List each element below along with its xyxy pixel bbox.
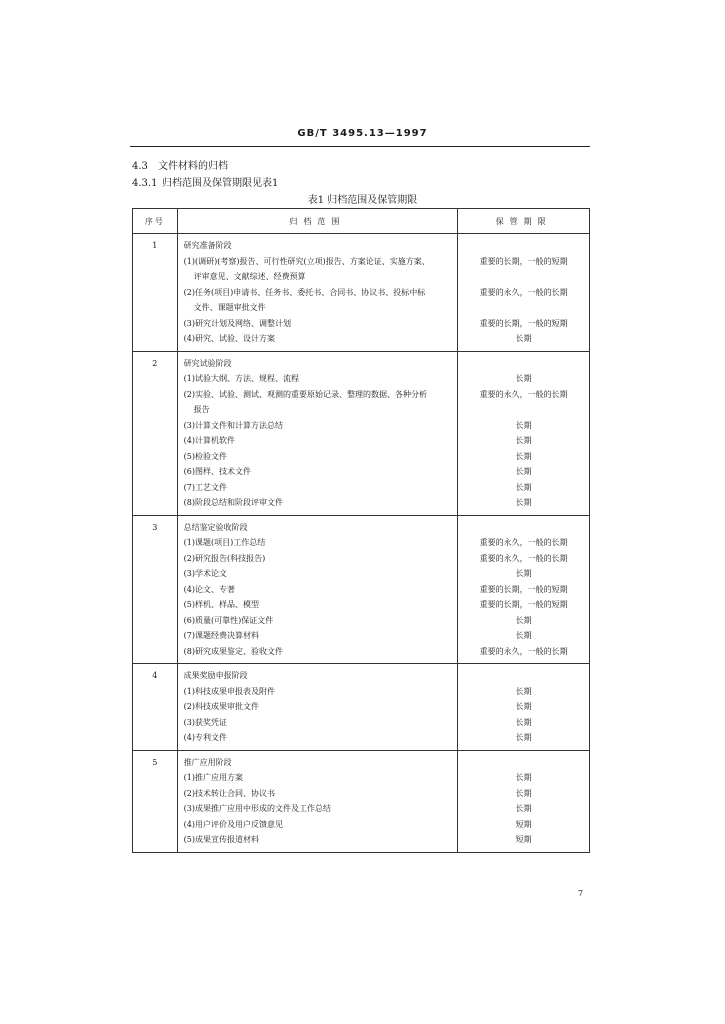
subsection-number: 4.3.1 [132, 178, 158, 189]
seq-cell [133, 730, 178, 750]
table-row [133, 730, 590, 750]
scope-cell: (7)工艺文件 [177, 480, 458, 496]
seq-cell [133, 495, 178, 515]
period-cell: 长期 [458, 628, 590, 644]
seq-cell: 5 [133, 750, 178, 770]
scope-cell: (4)计算机软件 [177, 433, 458, 449]
scope-cell: (4)论文、专著 [177, 582, 458, 598]
period-cell: 长期 [458, 449, 590, 465]
period-cell: 长期 [458, 770, 590, 786]
table-group [133, 234, 590, 352]
header-rule [130, 146, 590, 147]
seq-cell [133, 770, 178, 786]
scope-cell: (4)研究、试验、设计方案 [177, 331, 458, 351]
stage-title-cell: 推广应用阶段 [177, 750, 458, 770]
table-row [133, 351, 590, 371]
period-cell: 长期 [458, 371, 590, 387]
table-row [133, 402, 590, 418]
scope-cell: (1)推广应用方案 [177, 770, 458, 786]
seq-cell [133, 402, 178, 418]
scope-cell: (2)实验、试验、测试、观测的重要原始记录、整理的数据、各种分析 [177, 387, 458, 403]
table-row [133, 535, 590, 551]
seq-cell [133, 566, 178, 582]
table-row [133, 582, 590, 598]
header-seq: 序号 [133, 209, 178, 234]
table-group [133, 515, 590, 664]
table-row [133, 495, 590, 515]
scope-cell: (5)检验文件 [177, 449, 458, 465]
seq-cell [133, 254, 178, 270]
scope-cell: (4)用户评价及用户反馈意见 [177, 817, 458, 833]
table-row [133, 285, 590, 301]
scope-continuation: 报告 [193, 405, 210, 414]
stage-title-cell: 总结鉴定验收阶段 [177, 515, 458, 535]
scope-cell: (2)任务(项目)申请书、任务书、委托书、合同书、协议书、投标中标 [177, 285, 458, 301]
table-row [133, 664, 590, 684]
header-period: 保管期限 [458, 209, 590, 234]
seq-cell [133, 644, 178, 664]
seq-cell [133, 786, 178, 802]
stage-title-cell: 成果奖励申报阶段 [177, 664, 458, 684]
table-row [133, 699, 590, 715]
seq-cell [133, 316, 178, 332]
scope-cell: (3)研究计划及网络、调整计划 [177, 316, 458, 332]
table-row [133, 832, 590, 852]
scope-cell: (2)科技成果审批文件 [177, 699, 458, 715]
seq-cell [133, 331, 178, 351]
period-cell [458, 351, 590, 371]
period-cell: 长期 [458, 566, 590, 582]
table-row [133, 300, 590, 316]
period-cell: 长期 [458, 331, 590, 351]
seq-cell [133, 699, 178, 715]
scope-cell: (1)(调研)(考察)报告、可行性研究(立项)报告、方案论证、实施方案、 [177, 254, 458, 270]
seq-cell [133, 285, 178, 301]
table-row [133, 331, 590, 351]
section-title: 文件材料的归档 [158, 161, 228, 172]
subsection-heading [132, 174, 278, 189]
table-row [133, 371, 590, 387]
table-caption: 表1 归档范围及保管期限 [307, 195, 418, 206]
seq-cell [133, 449, 178, 465]
period-cell: 长期 [458, 684, 590, 700]
scope-cell: (5)成果宣传报道材料 [177, 832, 458, 852]
period-cell [458, 515, 590, 535]
scope-cell: (1)试验大纲、方法、规程、流程 [177, 371, 458, 387]
table-row [133, 644, 590, 664]
scope-continuation: 文件、课题审批文件 [193, 303, 266, 312]
seq-cell [133, 613, 178, 629]
table-group [133, 664, 590, 751]
table-row [133, 551, 590, 567]
period-cell: 重要的永久，一般的长期 [458, 387, 590, 403]
seq-cell: 1 [133, 234, 178, 254]
scope-cell: (6)质量(可靠性)保证文件 [177, 613, 458, 629]
period-cell: 长期 [458, 801, 590, 817]
period-cell: 重要的永久，一般的长期 [458, 644, 590, 664]
scope-cell [177, 269, 458, 285]
seq-cell [133, 628, 178, 644]
period-cell: 长期 [458, 715, 590, 731]
table-row [133, 449, 590, 465]
table-row [133, 817, 590, 833]
table-row [133, 515, 590, 535]
seq-cell [133, 371, 178, 387]
scope-cell: (8)阶段总结和阶段评审文件 [177, 495, 458, 515]
period-cell [458, 269, 590, 285]
seq-cell [133, 300, 178, 316]
seq-cell [133, 269, 178, 285]
section-number: 4.3 [132, 161, 148, 172]
period-cell [458, 750, 590, 770]
standard-code: GB/T 3495.13—1997 [297, 128, 428, 139]
period-cell: 长期 [458, 730, 590, 750]
table-row [133, 566, 590, 582]
seq-cell [133, 480, 178, 496]
seq-cell: 3 [133, 515, 178, 535]
period-cell: 短期 [458, 817, 590, 833]
period-cell: 重要的永久，一般的长期 [458, 285, 590, 301]
seq-cell [133, 817, 178, 833]
seq-cell [133, 597, 178, 613]
table-row [133, 715, 590, 731]
period-cell [458, 402, 590, 418]
period-cell: 重要的长期，一般的短期 [458, 582, 590, 598]
table-row [133, 316, 590, 332]
period-cell: 长期 [458, 418, 590, 434]
period-cell: 长期 [458, 613, 590, 629]
table-row [133, 254, 590, 270]
seq-cell [133, 551, 178, 567]
table-row [133, 387, 590, 403]
scope-cell: (3)学术论文 [177, 566, 458, 582]
seq-cell [133, 684, 178, 700]
table-row [133, 750, 590, 770]
seq-cell [133, 387, 178, 403]
seq-cell [133, 464, 178, 480]
section-heading [132, 157, 228, 172]
period-cell: 重要的永久，一般的长期 [458, 551, 590, 567]
period-cell: 重要的长期，一般的短期 [458, 254, 590, 270]
period-cell [458, 300, 590, 316]
table-group [133, 750, 590, 852]
table-row [133, 464, 590, 480]
header-scope: 归档范围 [177, 209, 458, 234]
stage-title-cell: 研究准备阶段 [177, 234, 458, 254]
period-cell [458, 664, 590, 684]
scope-continuation: 评审意见、文献综述、经费预算 [193, 272, 306, 281]
seq-cell [133, 535, 178, 551]
period-cell: 长期 [458, 495, 590, 515]
seq-cell [133, 433, 178, 449]
table-row [133, 234, 590, 254]
table-row [133, 628, 590, 644]
scope-cell: (3)获奖凭证 [177, 715, 458, 731]
period-cell [458, 234, 590, 254]
seq-cell [133, 582, 178, 598]
table-group [133, 351, 590, 515]
retention-table [132, 208, 590, 853]
scope-cell: (4)专利文件 [177, 730, 458, 750]
scope-cell: (6)图样、技术文件 [177, 464, 458, 480]
scope-cell [177, 402, 458, 418]
scope-cell: (3)计算文件和计算方法总结 [177, 418, 458, 434]
table-row [133, 269, 590, 285]
table-row [133, 418, 590, 434]
scope-cell: (1)课题(项目)工作总结 [177, 535, 458, 551]
table-row [133, 684, 590, 700]
scope-cell: (5)样机、样品、模型 [177, 597, 458, 613]
period-cell: 重要的长期，一般的短期 [458, 597, 590, 613]
page-number: 7 [578, 889, 584, 898]
table-row [133, 480, 590, 496]
seq-cell [133, 801, 178, 817]
seq-cell: 4 [133, 664, 178, 684]
scope-cell: (2)研究报告(科技报告) [177, 551, 458, 567]
period-cell: 长期 [458, 786, 590, 802]
scope-cell: (7)课题经费决算材料 [177, 628, 458, 644]
period-cell: 长期 [458, 433, 590, 449]
seq-cell [133, 418, 178, 434]
table-row [133, 801, 590, 817]
scope-cell: (3)成果推广应用中形成的文件及工作总结 [177, 801, 458, 817]
period-cell: 重要的长期，一般的短期 [458, 316, 590, 332]
period-cell: 长期 [458, 699, 590, 715]
scope-cell [177, 300, 458, 316]
table-row [133, 433, 590, 449]
period-cell: 长期 [458, 480, 590, 496]
subsection-title: 归档范围及保管期限见表1 [162, 178, 279, 189]
scope-cell: (8)研究成果鉴定、验收文件 [177, 644, 458, 664]
seq-cell [133, 832, 178, 852]
table-row [133, 770, 590, 786]
period-cell: 短期 [458, 832, 590, 852]
scope-cell: (2)技术转让合同、协议书 [177, 786, 458, 802]
seq-cell [133, 715, 178, 731]
scope-cell: (1)科技成果申报表及附件 [177, 684, 458, 700]
period-cell: 长期 [458, 464, 590, 480]
period-cell: 重要的永久，一般的长期 [458, 535, 590, 551]
seq-cell: 2 [133, 351, 178, 371]
table-row [133, 613, 590, 629]
table-row [133, 786, 590, 802]
stage-title-cell: 研究试验阶段 [177, 351, 458, 371]
table-row [133, 597, 590, 613]
